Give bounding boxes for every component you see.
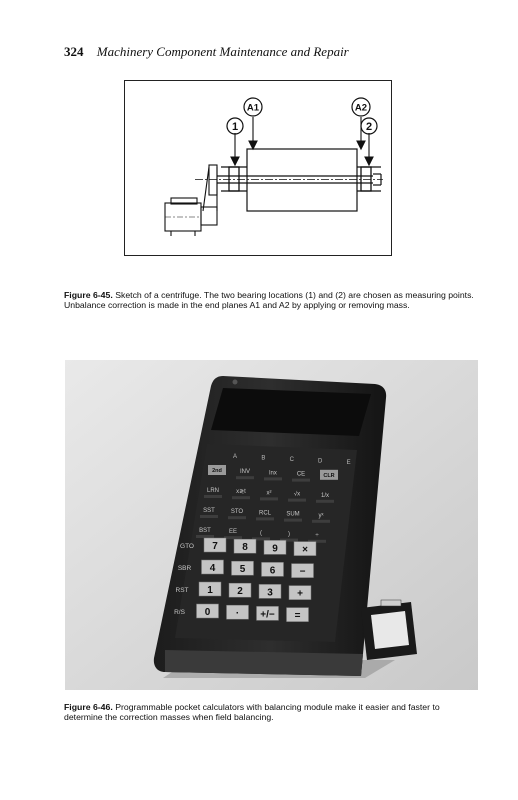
callout-a2: A2 <box>354 102 368 114</box>
digit-key-label: 3 <box>267 587 273 599</box>
calculator-key <box>224 536 242 539</box>
left-column-label: R/S <box>174 609 185 616</box>
calculator-key-label: lnx <box>269 470 277 477</box>
left-column-label: RST <box>175 587 189 594</box>
figure-6-45-text: Sketch of a centrifuge. The two bearing locations (1) and (2) are chosen as measuring points. Unbalance correction is made in the end planes A1 and A2 by applying or removing mass. <box>64 290 474 311</box>
digit-key-label: 1 <box>207 585 213 596</box>
logo-mark <box>233 380 238 385</box>
running-title: Machinery Component Maintenance and Repair <box>96 44 349 59</box>
figure-6-46-label: Figure 6-46. <box>64 702 113 712</box>
digit-key-label: 8 <box>242 542 248 554</box>
calculator-key <box>228 516 246 519</box>
calculator-key-label: LRN <box>206 488 220 494</box>
calculator-key-label: RCL <box>258 510 272 517</box>
calculator-key <box>260 497 278 500</box>
calculator-key <box>236 476 254 479</box>
calculator-key-label: SST <box>203 508 215 514</box>
callout-a1: A1 <box>246 102 260 114</box>
calculator-key-label: EE <box>228 529 238 536</box>
calculator-key-label: INV <box>239 469 251 476</box>
calculator-key <box>232 496 250 499</box>
calculator-key <box>316 500 334 503</box>
bearing-right <box>357 167 381 191</box>
calculator-key <box>264 477 282 480</box>
calculator-key-label: SUM <box>286 511 300 518</box>
callout-2: 2 <box>365 121 373 133</box>
calculator-photo-drawing <box>65 360 478 690</box>
digit-key-label: 7 <box>212 541 218 552</box>
digit-key-label: − <box>299 566 306 578</box>
function-key-label: C <box>289 457 294 463</box>
calculator-key-label: CE <box>296 471 306 478</box>
digit-key-label: 5 <box>239 564 246 576</box>
digit-key-label: 9 <box>272 543 278 555</box>
figure-centrifuge-sketch <box>124 80 392 256</box>
function-key-label: D <box>318 458 323 465</box>
function-key-label: A <box>232 454 238 460</box>
page-number: 324 <box>64 44 84 59</box>
calculator-key <box>292 479 310 482</box>
digit-key-label: · <box>235 608 240 620</box>
measurement-arrows <box>231 117 373 165</box>
left-column-label: SBR <box>177 565 192 572</box>
callout-1: 1 <box>231 121 239 133</box>
calculator-key <box>288 499 306 502</box>
page-header <box>64 44 349 60</box>
bearing-left <box>221 167 247 191</box>
figure-6-46-caption <box>64 702 476 723</box>
digit-key-label: 0 <box>204 607 211 618</box>
digit-key-label: 4 <box>209 563 216 574</box>
calculator-key-label: ) <box>288 531 290 538</box>
display-window <box>211 388 371 436</box>
digit-key-label: +/− <box>260 609 275 621</box>
left-column-label: GTO <box>180 543 194 550</box>
centrifuge-drum <box>247 149 357 211</box>
digit-key-label: 6 <box>269 565 276 577</box>
calculator-key-label: 1/x <box>320 492 330 499</box>
balancing-module <box>361 600 417 660</box>
figure-6-45-label: Figure 6-45. <box>64 290 113 300</box>
digit-key-label: + <box>297 588 303 600</box>
calculator-key-label: ÷ <box>315 532 319 539</box>
calculator-key-label: STO <box>230 509 244 516</box>
calculator-key-label: √x <box>293 491 301 498</box>
digit-key-label: = <box>294 610 301 622</box>
figure-6-45-caption <box>64 290 476 311</box>
centrifuge-drawing <box>125 81 393 257</box>
calculator-base <box>165 650 363 676</box>
calculator-key-label: CLR <box>323 472 335 479</box>
function-key-label: B <box>261 455 266 462</box>
calculator-photo <box>65 360 478 690</box>
calculator-key-label: x≷t <box>236 489 246 496</box>
calculator-key-label: ( <box>260 530 262 537</box>
function-key-label: E <box>346 460 351 466</box>
calculator-key <box>284 519 302 522</box>
motor <box>165 198 201 236</box>
calculator-key <box>196 535 214 538</box>
calculator-key <box>200 515 218 518</box>
digit-key-label: 2 <box>237 586 243 598</box>
calculator-key-label: yˣ <box>318 512 324 519</box>
calculator-key <box>204 495 222 498</box>
digit-key-label: × <box>302 544 308 556</box>
calculator-key-label: BST <box>199 528 211 534</box>
calculator-key-label: x² <box>266 490 272 497</box>
drive-belt <box>201 165 217 225</box>
calculator-key <box>312 520 330 523</box>
figure-6-46-text: Programmable pocket calculators with balancing module make it easier and faster to determine the correction masses when field balancing. <box>64 702 440 723</box>
calculator-key-label: 2nd <box>212 468 222 474</box>
calculator-key <box>256 517 274 520</box>
